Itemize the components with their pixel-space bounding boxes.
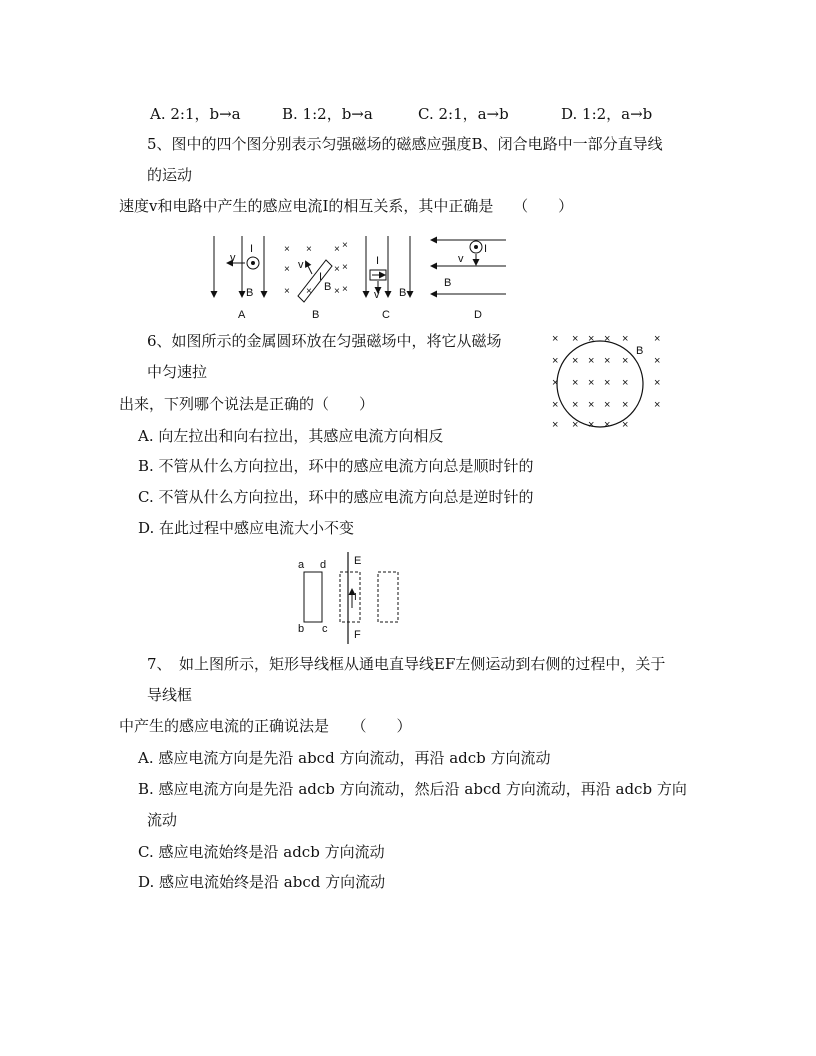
svg-text:×: ×	[572, 419, 579, 431]
svg-text:×: ×	[306, 286, 312, 297]
q5-c-B: B	[399, 287, 407, 299]
q6-option-c: C. 不管从什么方向拉出，环中的感应电流方向总是逆时针的	[138, 488, 534, 506]
svg-text:×: ×	[552, 399, 559, 411]
q5-d-B: B	[444, 277, 452, 289]
svg-text:×: ×	[342, 284, 348, 295]
svg-text:×: ×	[284, 264, 290, 275]
svg-text:×: ×	[588, 399, 595, 411]
q6-option-b: B. 不管从什么方向拉出，环中的感应电流方向总是顺时针的	[138, 457, 534, 475]
svg-text:×: ×	[552, 377, 559, 389]
q6-figure	[548, 328, 668, 432]
svg-text:×: ×	[588, 333, 595, 345]
q5-stem-line3: 速度v和电路中产生的感应电流I的相互关系，其中正确是 （ ）	[119, 197, 574, 215]
q7-corner-a: a	[298, 559, 305, 571]
q4-option-d: D. 1:2，a→b	[561, 105, 653, 123]
svg-text:×: ×	[342, 240, 348, 251]
svg-text:×: ×	[552, 419, 559, 431]
q5-d-v: v	[458, 253, 464, 265]
q5-b-B: B	[324, 281, 332, 293]
svg-text:×: ×	[622, 333, 629, 345]
q7-label-F: F	[354, 629, 361, 641]
q7-frame-dashed-2	[378, 572, 398, 622]
svg-text:×: ×	[604, 377, 611, 389]
q7-option-c: C. 感应电流始终是沿 adcb 方向流动	[138, 843, 385, 861]
q6-stem-line3: 出来，下列哪个说法是正确的（ ）	[119, 395, 375, 413]
q5-a-B: B	[246, 287, 254, 299]
svg-text:×: ×	[342, 262, 348, 273]
q5-a-v: v	[230, 252, 236, 264]
q5-d-I: I	[484, 243, 488, 255]
q7-label-E: E	[354, 555, 362, 567]
svg-text:×: ×	[334, 286, 340, 297]
q5-label-b: B	[312, 309, 320, 321]
q6-option-d: D. 在此过程中感应电流大小不变	[138, 519, 355, 537]
q7-option-a: A. 感应电流方向是先沿 abcd 方向流动，再沿 adcb 方向流动	[138, 749, 551, 767]
q5-label-a: A	[238, 309, 246, 321]
svg-text:×: ×	[604, 419, 611, 431]
q5-label-c: C	[382, 309, 390, 321]
q7-corner-c: c	[322, 623, 328, 635]
svg-text:×: ×	[334, 244, 340, 255]
q5-b-v: v	[298, 259, 304, 271]
q5-stem-line2: 的运动	[147, 166, 193, 184]
q5-b-I: I	[319, 271, 323, 283]
q7-corner-d: d	[320, 559, 327, 571]
svg-text:×: ×	[622, 399, 629, 411]
svg-text:×: ×	[654, 355, 661, 367]
q6-option-a: A. 向左拉出和向右拉出，其感应电流方向相反	[138, 427, 444, 445]
q5-stem-line1: 5、图中的四个图分别表示匀强磁场的磁感应强度B、闭合电路中一部分直导线	[147, 135, 663, 153]
svg-text:×: ×	[284, 244, 290, 255]
q7-stem-line3: 中产生的感应电流的正确说法是 （ ）	[119, 717, 412, 735]
svg-text:×: ×	[572, 399, 579, 411]
svg-text:×: ×	[604, 355, 611, 367]
q7-stem-line1: 7、 如上图所示，矩形导线框从通电直导线EF左侧运动到右侧的过程中，关于	[147, 655, 666, 673]
q4-option-b: B. 1:2，b→a	[282, 105, 373, 123]
svg-text:×: ×	[572, 377, 579, 389]
svg-text:×: ×	[654, 399, 661, 411]
svg-text:×: ×	[572, 355, 579, 367]
q5-panel-c	[342, 240, 348, 295]
q7-frame-solid	[304, 572, 322, 622]
svg-text:×: ×	[588, 355, 595, 367]
svg-text:×: ×	[622, 419, 629, 431]
q7-option-d: D. 感应电流始终是沿 abcd 方向流动	[138, 873, 386, 891]
q4-option-a: A. 2:1，b→a	[150, 105, 241, 123]
q6-label-B: B	[636, 345, 644, 357]
q7-stem-line2: 导线框	[147, 686, 193, 704]
q5-label-d: D	[474, 309, 482, 321]
q5-figure	[200, 228, 520, 322]
q5-c-v: v	[374, 289, 380, 301]
q7-label-I: I	[354, 592, 357, 603]
q7-figure	[292, 548, 404, 648]
q5-c-I: I	[376, 255, 380, 267]
q5-a-I: I	[250, 243, 254, 255]
svg-text:×: ×	[588, 377, 595, 389]
q7-option-b-cont: 流动	[147, 811, 178, 829]
q6-stem-line2: 中匀速拉	[147, 363, 208, 381]
q5-panel-b	[284, 244, 340, 297]
q5-panel-a	[214, 236, 264, 296]
svg-text:×: ×	[552, 355, 559, 367]
q6-field-crosses	[552, 333, 660, 431]
svg-text:×: ×	[654, 377, 661, 389]
svg-text:×: ×	[604, 399, 611, 411]
svg-text:×: ×	[284, 286, 290, 297]
svg-text:×: ×	[622, 355, 629, 367]
q6-stem-line1: 6、如图所示的金属圆环放在匀强磁场中，将它从磁场	[147, 332, 502, 350]
svg-text:×: ×	[622, 377, 629, 389]
q7-corner-b: b	[298, 623, 305, 635]
svg-text:×: ×	[572, 333, 579, 345]
svg-text:×: ×	[588, 419, 595, 431]
q6-metal-ring	[557, 341, 643, 427]
svg-text:×: ×	[334, 264, 340, 275]
svg-text:×: ×	[306, 244, 312, 255]
q4-option-c: C. 2:1，a→b	[418, 105, 509, 123]
svg-text:×: ×	[604, 333, 611, 345]
svg-text:×: ×	[654, 333, 661, 345]
q7-option-b: B. 感应电流方向是先沿 adcb 方向流动，然后沿 abcd 方向流动，再沿 adcb 方向	[138, 780, 687, 798]
svg-text:×: ×	[552, 333, 559, 345]
q7-frame-dashed-1	[340, 572, 360, 622]
